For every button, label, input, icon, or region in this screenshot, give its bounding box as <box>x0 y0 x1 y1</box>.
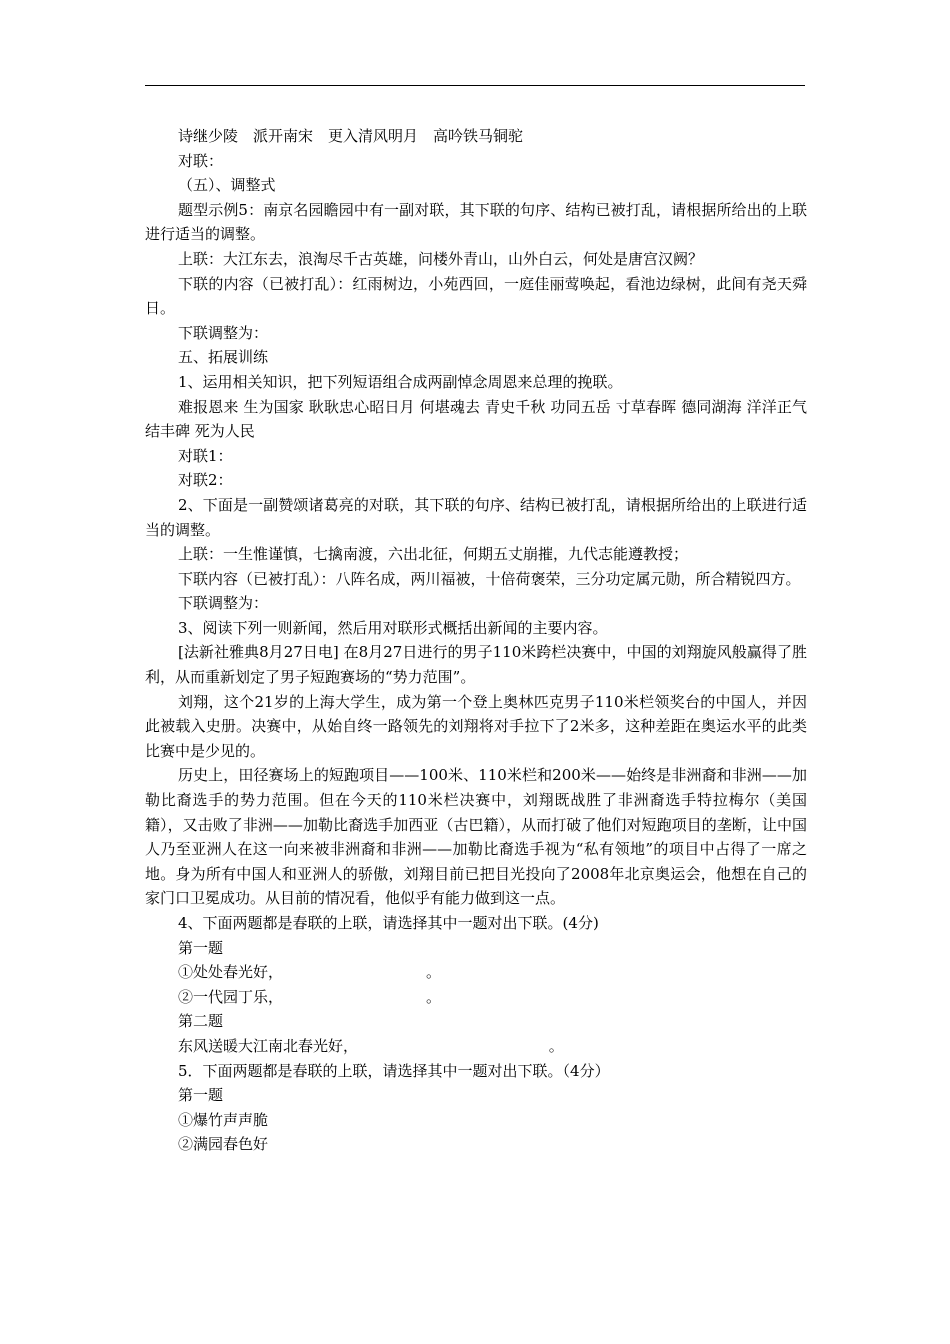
paragraph: ②满园春色好 <box>178 1135 269 1154</box>
paragraph: 1、运用相关知识，把下列短语组合成两副悼念周恩来总理的挽联。 <box>178 372 623 391</box>
document-body <box>145 124 807 1157</box>
paragraph: 2、下面是一副赞颂诸葛亮的对联，其下联的句序、结构已被打乱，请根据所给出的上联进行适当的调整。 <box>145 495 807 539</box>
paragraph: 题型示例5：南京名园瞻园中有一副对联，其下联的句序、结构已被打乱，请根据所给出的上联进行适当的调整。 <box>145 200 807 244</box>
section-heading: 五、拓展训练 <box>178 348 269 367</box>
paragraph: 对联： <box>178 151 224 170</box>
paragraph: 上联：大江东去，浪淘尽千古英雄，问楼外青山，山外白云，何处是唐宫汉阙？ <box>178 249 704 268</box>
paragraph: ①爆竹声声脆 <box>178 1110 269 1129</box>
paragraph: 上联：一生惟谨慎，七擒南渡，六出北征，何期五丈崩摧，九代志能遵教授； <box>178 545 689 564</box>
header-rule <box>145 85 805 86</box>
news-paragraph: 历史上，田径赛场上的短跑项目——100米、110米栏和200米——始终是非洲裔和非洲——加勒比裔选手的势力范围。但在今天的110米栏决赛中，刘翔既战胜了非洲裔选手特拉梅尔（美国籍），又击败了非洲——加勒比裔选手加西亚（古巴籍），从而打破了他们对短跑项目的垄断，让中国人乃至亚洲人在这一向来被非洲裔和非洲——加勒比裔选手视为“私有领地”的项目中占得了一席之地。身为所有中国人和亚洲人的骄傲，刘翔目前已把目光投向了2008年北京奥运会，他想在自己的家门口卫冕成功。从目前的情况看，他似乎有能力做到这一点。 <box>145 766 807 908</box>
paragraph: 第一题 <box>178 938 224 957</box>
paragraph: 下联调整为： <box>178 323 269 342</box>
paragraph: 第二题 <box>178 1012 224 1031</box>
paragraph: 诗继少陵 派开南宋 更入清风明月 高吟铁马铜驼 <box>178 127 524 145</box>
paragraph: （五）、调整式 <box>178 176 276 195</box>
paragraph: 第一题 <box>178 1086 224 1105</box>
paragraph: 对联2： <box>178 471 233 490</box>
blank-line: ②一代园丁乐， 。 <box>178 987 442 1006</box>
paragraph: 3、阅读下列一则新闻，然后用对联形式概括出新闻的主要内容。 <box>178 618 608 637</box>
blank-line: ①处处春光好， 。 <box>178 963 442 982</box>
paragraph: 难报恩来 生为国家 耿耿忠心昭日月 何堪魂去 青史千秋 功同五岳 寸草春晖 德同湖海 洋洋正气结丰碑 死为人民 <box>145 397 807 441</box>
paragraph: 4、下面两题都是春联的上联，请选择其中一题对出下联。(4分) <box>178 914 599 932</box>
news-paragraph: 刘翔，这个21岁的上海大学生，成为第一个登上奥林匹克男子110米栏领奖台的中国人，并因此被载入史册。决赛中，从始自终一路领先的刘翔将对手拉下了2米多，这种差距在奥运水平的此类比赛中是少见的。 <box>145 692 807 760</box>
news-paragraph: [法新社雅典8月27日电] 在8月27日进行的男子110米跨栏决赛中，中国的刘翔旋风般赢得了胜利，从而重新划定了男子短跑赛场的“势力范围”。 <box>145 643 807 687</box>
blank-line: 东风送暖大江南北春光好， 。 <box>178 1036 564 1055</box>
paragraph: 下联调整为： <box>178 594 269 613</box>
paragraph: 对联1： <box>178 446 233 465</box>
paragraph: 下联内容（已被打乱）：八阵名成，两川福被，十倍荷褒荣，三分功定属元勋，所合精锐四方。 <box>178 569 801 588</box>
paragraph: 5．下面两题都是春联的上联，请选择其中一题对出下联。（4分） <box>178 1061 610 1080</box>
paragraph: 下联的内容（已被打乱）：红雨树边，小苑西回，一庭佳丽莺唤起，看池边绿树，此间有尧天舜日。 <box>145 274 807 318</box>
